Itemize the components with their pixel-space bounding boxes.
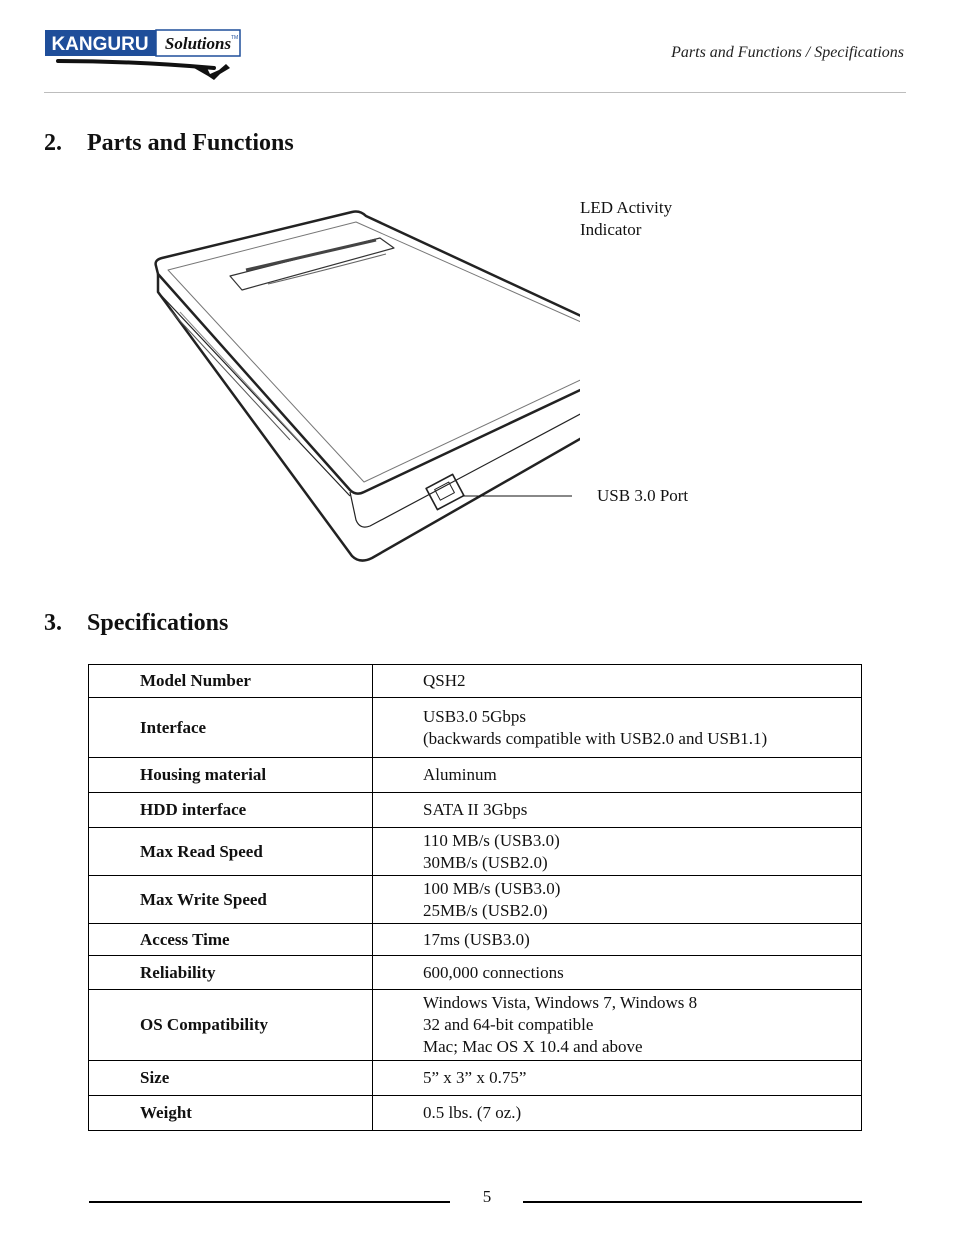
spec-value: USB3.0 5Gbps (backwards compatible with USB2.0 and USB1.1): [373, 698, 862, 758]
spec-value: Aluminum: [373, 758, 862, 793]
spec-label: Size: [89, 1061, 373, 1096]
spec-label: HDD interface: [89, 793, 373, 828]
callout-led-line1: LED Activity: [580, 198, 673, 217]
spec-value: SATA II 3Gbps: [373, 793, 862, 828]
specifications-table: [88, 664, 862, 1131]
header-title: Parts and Functions / Specifications: [671, 44, 904, 61]
spec-value: 110 MB/s (USB3.0) 30MB/s (USB2.0): [373, 828, 862, 876]
spec-label: Housing material: [89, 758, 373, 793]
section-number: 3.: [44, 610, 62, 636]
section-title: Parts and Functions: [87, 130, 294, 156]
table-row: [89, 1096, 862, 1131]
spec-value: 0.5 lbs. (7 oz.): [373, 1096, 862, 1131]
page-number: 5: [482, 1187, 492, 1206]
callout-led-activity-indicator: [580, 197, 672, 241]
spec-label: Reliability: [89, 956, 373, 990]
callout-usb-port: USB 3.0 Port: [597, 486, 689, 505]
spec-value: 5” x 3” x 0.75”: [373, 1061, 862, 1096]
spec-label: Max Write Speed: [89, 876, 373, 924]
spec-label: Max Read Speed: [89, 828, 373, 876]
table-row: [89, 990, 862, 1061]
spec-label: Model Number: [89, 665, 373, 698]
svg-text:Solutions: Solutions: [164, 34, 232, 53]
spec-value: 600,000 connections: [373, 956, 862, 990]
spec-label: Access Time: [89, 924, 373, 956]
spec-value: 100 MB/s (USB3.0) 25MB/s (USB2.0): [373, 876, 862, 924]
footer-rule-right: [523, 1201, 862, 1203]
header-divider: [44, 92, 906, 93]
svg-text:KANGURU: KANGURU: [51, 34, 149, 55]
section-heading-parts: [44, 130, 294, 157]
table-row: [89, 793, 862, 828]
table-row: [89, 1061, 862, 1096]
spec-value: 17ms (USB3.0): [373, 924, 862, 956]
table-row: [89, 665, 862, 698]
table-row: [89, 876, 862, 924]
spec-label: Interface: [89, 698, 373, 758]
table-row: [89, 924, 862, 956]
spec-value: QSH2: [373, 665, 862, 698]
section-number: 2.: [44, 130, 62, 156]
section-heading-specifications: [44, 610, 228, 637]
drive-illustration: [150, 200, 580, 575]
svg-text:TM: TM: [231, 35, 239, 41]
table-row: [89, 828, 862, 876]
table-row: [89, 956, 862, 990]
table-row: [89, 698, 862, 758]
section-title: Specifications: [87, 610, 229, 636]
spec-value: Windows Vista, Windows 7, Windows 8 32 and 64-bit compatible Mac; Mac OS X 10.4 and above: [373, 990, 862, 1061]
kanguru-logo: [44, 28, 244, 84]
callout-led-line2: Indicator: [580, 220, 642, 239]
table-row: [89, 758, 862, 793]
spec-label: OS Compatibility: [89, 990, 373, 1061]
spec-label: Weight: [89, 1096, 373, 1131]
